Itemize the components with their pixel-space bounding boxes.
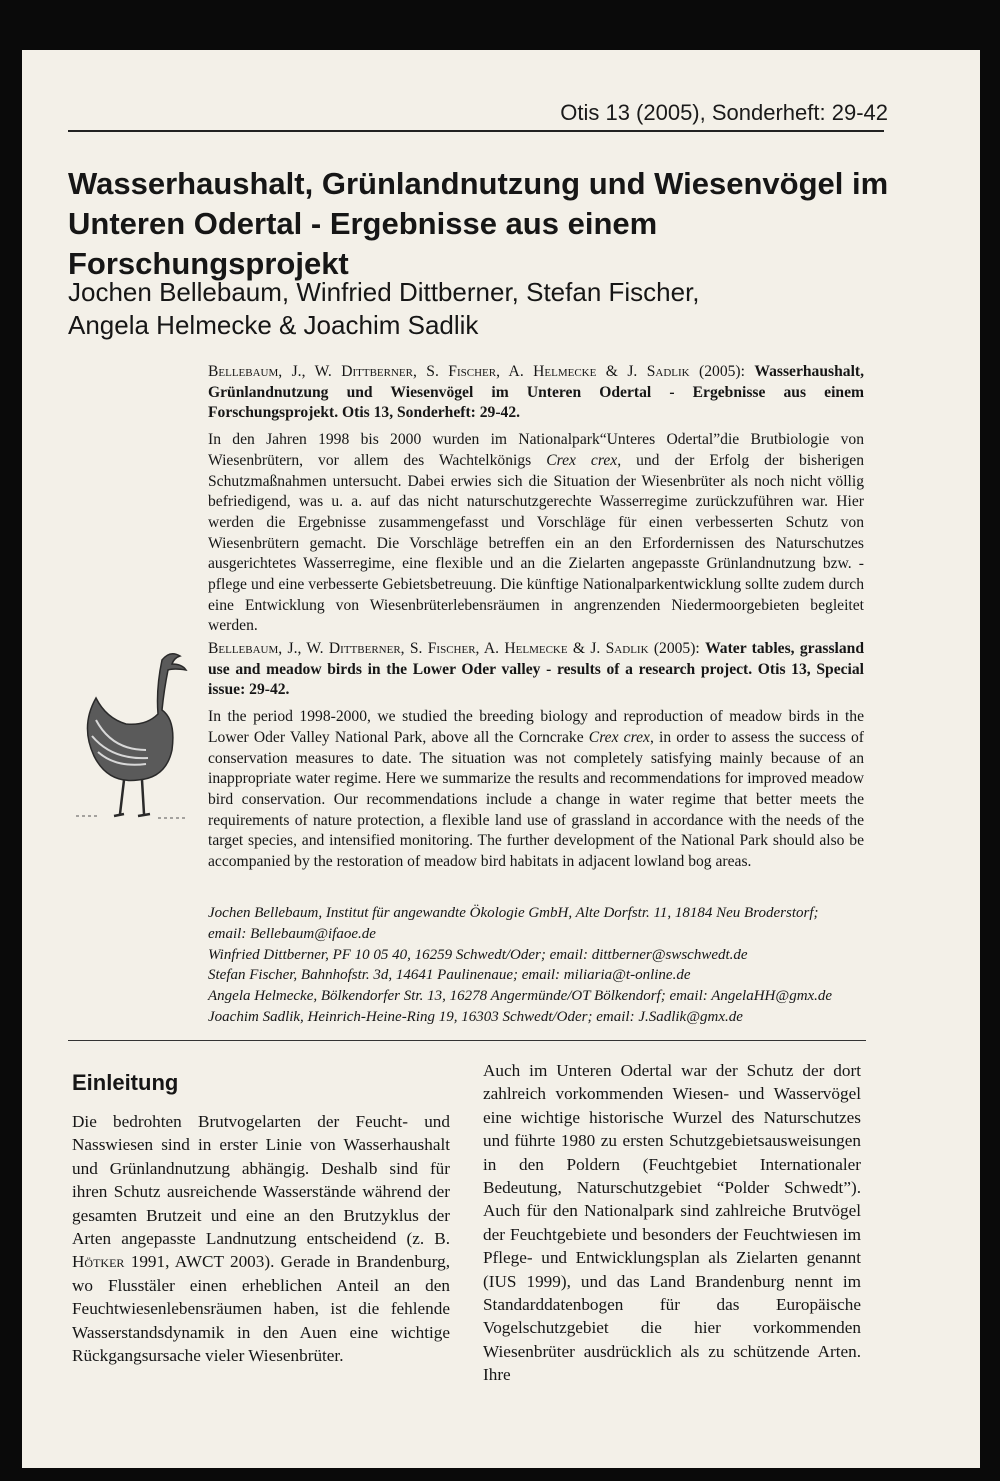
great-bustard-illustration-icon [66,640,196,820]
abstract-de-ref-authors: Bellebaum, J., W. Dittberner, S. Fischer, A. Helmecke & J. Sadlik (2005): [208,363,745,380]
intro-right-paragraph: Auch im Unteren Odertal war der Schutz der dort zahlreich vorkommenden Wiesen- und Wasservögel eine wichtige historische Wurzel des Naturschutzes und führte 1980 zu ersten Schutzgebietsausweisungen in den Poldern (Feuchtgebiet Internationaler Bedeutung, Naturschutzgebiet “Polder Schwedt”). Auch für den Nationalpark sind zahlreiche Brutvögel der Feuchtgebiete und besonders der Feuchtwiesen im Pflege- und Entwicklungsplan als Zielarten genannt (IUS 1999), und das Land Brandenburg nennt im Standarddatenbogen für das Europäische Vogelschutzgebiet die hier vorkommenden Wiesenbrüter ausdrücklich als zu schützende Arten. Ihre [483,1061,861,1385]
abstract-en-text-part-2: , in order to assess the success of conservation measures to date. The situation was not completely satisfying mainly because of an inappropriate water regime. Here we summarize the results and recommendations for improved meadow bird conservation. Our recommendations include a change in water regime that better meets the requirements of nature protection, a flexible land use of grassland in accordance with the needs of the target species, and intensified monitoring. The further development of the National Park should also be accompanied by the restoration of meadow bird habitats in adjacent lowland bog areas. [208,728,864,871]
title-line-2: Unteren Odertal - Ergebnisse aus einem Forschungsprojekt [68,206,658,281]
abstract-en-text [208,707,864,873]
intro-left-text-part-2: 1991, AWCT 2003). Gerade in Brandenburg, wo Flusstäler einen erheblichen Anteil an den Feuchtwiesenlebensräumen haben, ist die fehlende Wasserstandsdynamik in den Auen eine wichtige Rückgangsursache vieler Wiesenbrüter. [72,1252,450,1366]
intro-left-text-part-1: Die bedrohten Brutvogelarten der Feucht- und Nasswiesen sind in erster Linie von Wasserhaushalt und Grünlandnutzung abhängig. Deshalb sind für ihren Schutz ausreichende Wasserstände während der gesamten Brutzeit und eine an den Brutzyklus der Arten angepasste Landnutzung entscheidend (z. B. [72,1112,450,1249]
journal-citation-header: Otis 13 (2005), Sonderheft: 29-42 [560,100,888,125]
author-addresses [208,903,908,1028]
abstract-german [208,362,864,637]
article-authors [68,276,928,342]
section-heading-einleitung: Einleitung [72,1070,179,1095]
article-title [68,164,928,284]
abstract-de-text-part-1: In den Jahren 1998 bis 2000 wurden im Nationalpark“Unteres Odertal”die Brutbiologie von Wiesenbrütern, vor allem des Wachtelkönigs [208,431,864,469]
authors-line-2: Angela Helmecke & Joachim Sadlik [68,310,479,340]
address-line: Joachim Sadlik, Heinrich-Heine-Ring 19, 16303 Schwedt/Oder; email: J.Sadlik@gmx.de [208,1008,743,1025]
abstract-en-ref-title: Water tables, grassland use and meadow birds in the Lower Oder valley - results of a research project. Otis 13, Special issue: 29-42. [208,640,865,699]
intro-left-column [72,1110,450,1367]
address-line: email: Bellebaum@ifaoe.de [208,925,376,942]
intro-right-column [483,1059,861,1387]
intro-left-citation: Hötker [72,1252,125,1272]
header-rule [68,130,884,132]
abstract-de-species: Crex crex [546,451,618,469]
title-line-1: Wasserhaushalt, Grünlandnutzung und Wiesenvögel im [68,166,889,201]
abstract-de-ref-title: Wasserhaushalt, Grünlandnutzung und Wiesenvögel im Unteren Odertal - Ergebnisse aus einem Forschungsprojekt. Otis 13, Sonderheft: 29-42. [208,363,864,422]
address-line: Angela Helmecke, Bölkendorfer Str. 13, 16278 Angermünde/OT Bölkendorf; email: AngelaHH@gmx.de [208,988,833,1005]
journal-page [22,50,980,1468]
address-line: Stefan Fischer, Bahnhofstr. 3d, 14641 Paulinenaue; email: miliaria@t-online.de [208,967,691,984]
abstract-en-species: Crex crex [588,728,650,746]
abstract-english [208,639,864,873]
abstract-de-reference [208,362,864,424]
address-line: Jochen Bellebaum, Institut für angewandte Ökologie GmbH, Alte Dorfstr. 11, 18184 Neu Broderstorf; [208,905,819,921]
section-divider [68,1040,866,1041]
authors-line-1: Jochen Bellebaum, Winfried Dittberner, Stefan Fischer, [68,277,700,307]
address-line: Winfried Dittberner, PF 10 05 40, 16259 Schwedt/Oder; email: dittberner@swschwedt.de [208,946,748,963]
abstract-en-reference [208,639,864,701]
abstract-de-text-part-2: , und der Erfolg der bisherigen Schutzmaßnahmen untersucht. Dabei erwies sich die Situation der Wiesenbrüter als noch nicht völlig befriedigend, was u. a. auf das nicht naturschutzgerechte Wasserregime zurückzuführen war. Hier werden die Ergebnisse zusammengefasst und Vorschläge für einen verbesserten Schutz von Wiesenbrütern gemacht. Die Vorschläge betreffen ein an den Erfordernissen des Naturschutzes ausgerichtetes Wasserregime, eine flexible und an die Zielarten angepasste Grünlandnutzung bzw. -pflege und eine verbesserte Gebietsbetreuung. Die künftige Nationalparkentwicklung sollte zudem durch eine Entwicklung von Wiesenbrüterlebensräumen in angrenzenden Niedermoorgebieten begleitet werden. [208,451,865,635]
abstract-en-ref-authors: Bellebaum, J., W. Dittberner, S. Fischer, A. Helmecke & J. Sadlik (2005): [208,640,700,657]
abstract-en-text-part-1: In the period 1998-2000, we studied the breeding biology and reproduction of meadow birds in the Lower Oder Valley National Park, above all the Corncrake [208,708,864,746]
abstract-de-text [208,430,864,637]
intro-left-paragraph [72,1110,450,1367]
